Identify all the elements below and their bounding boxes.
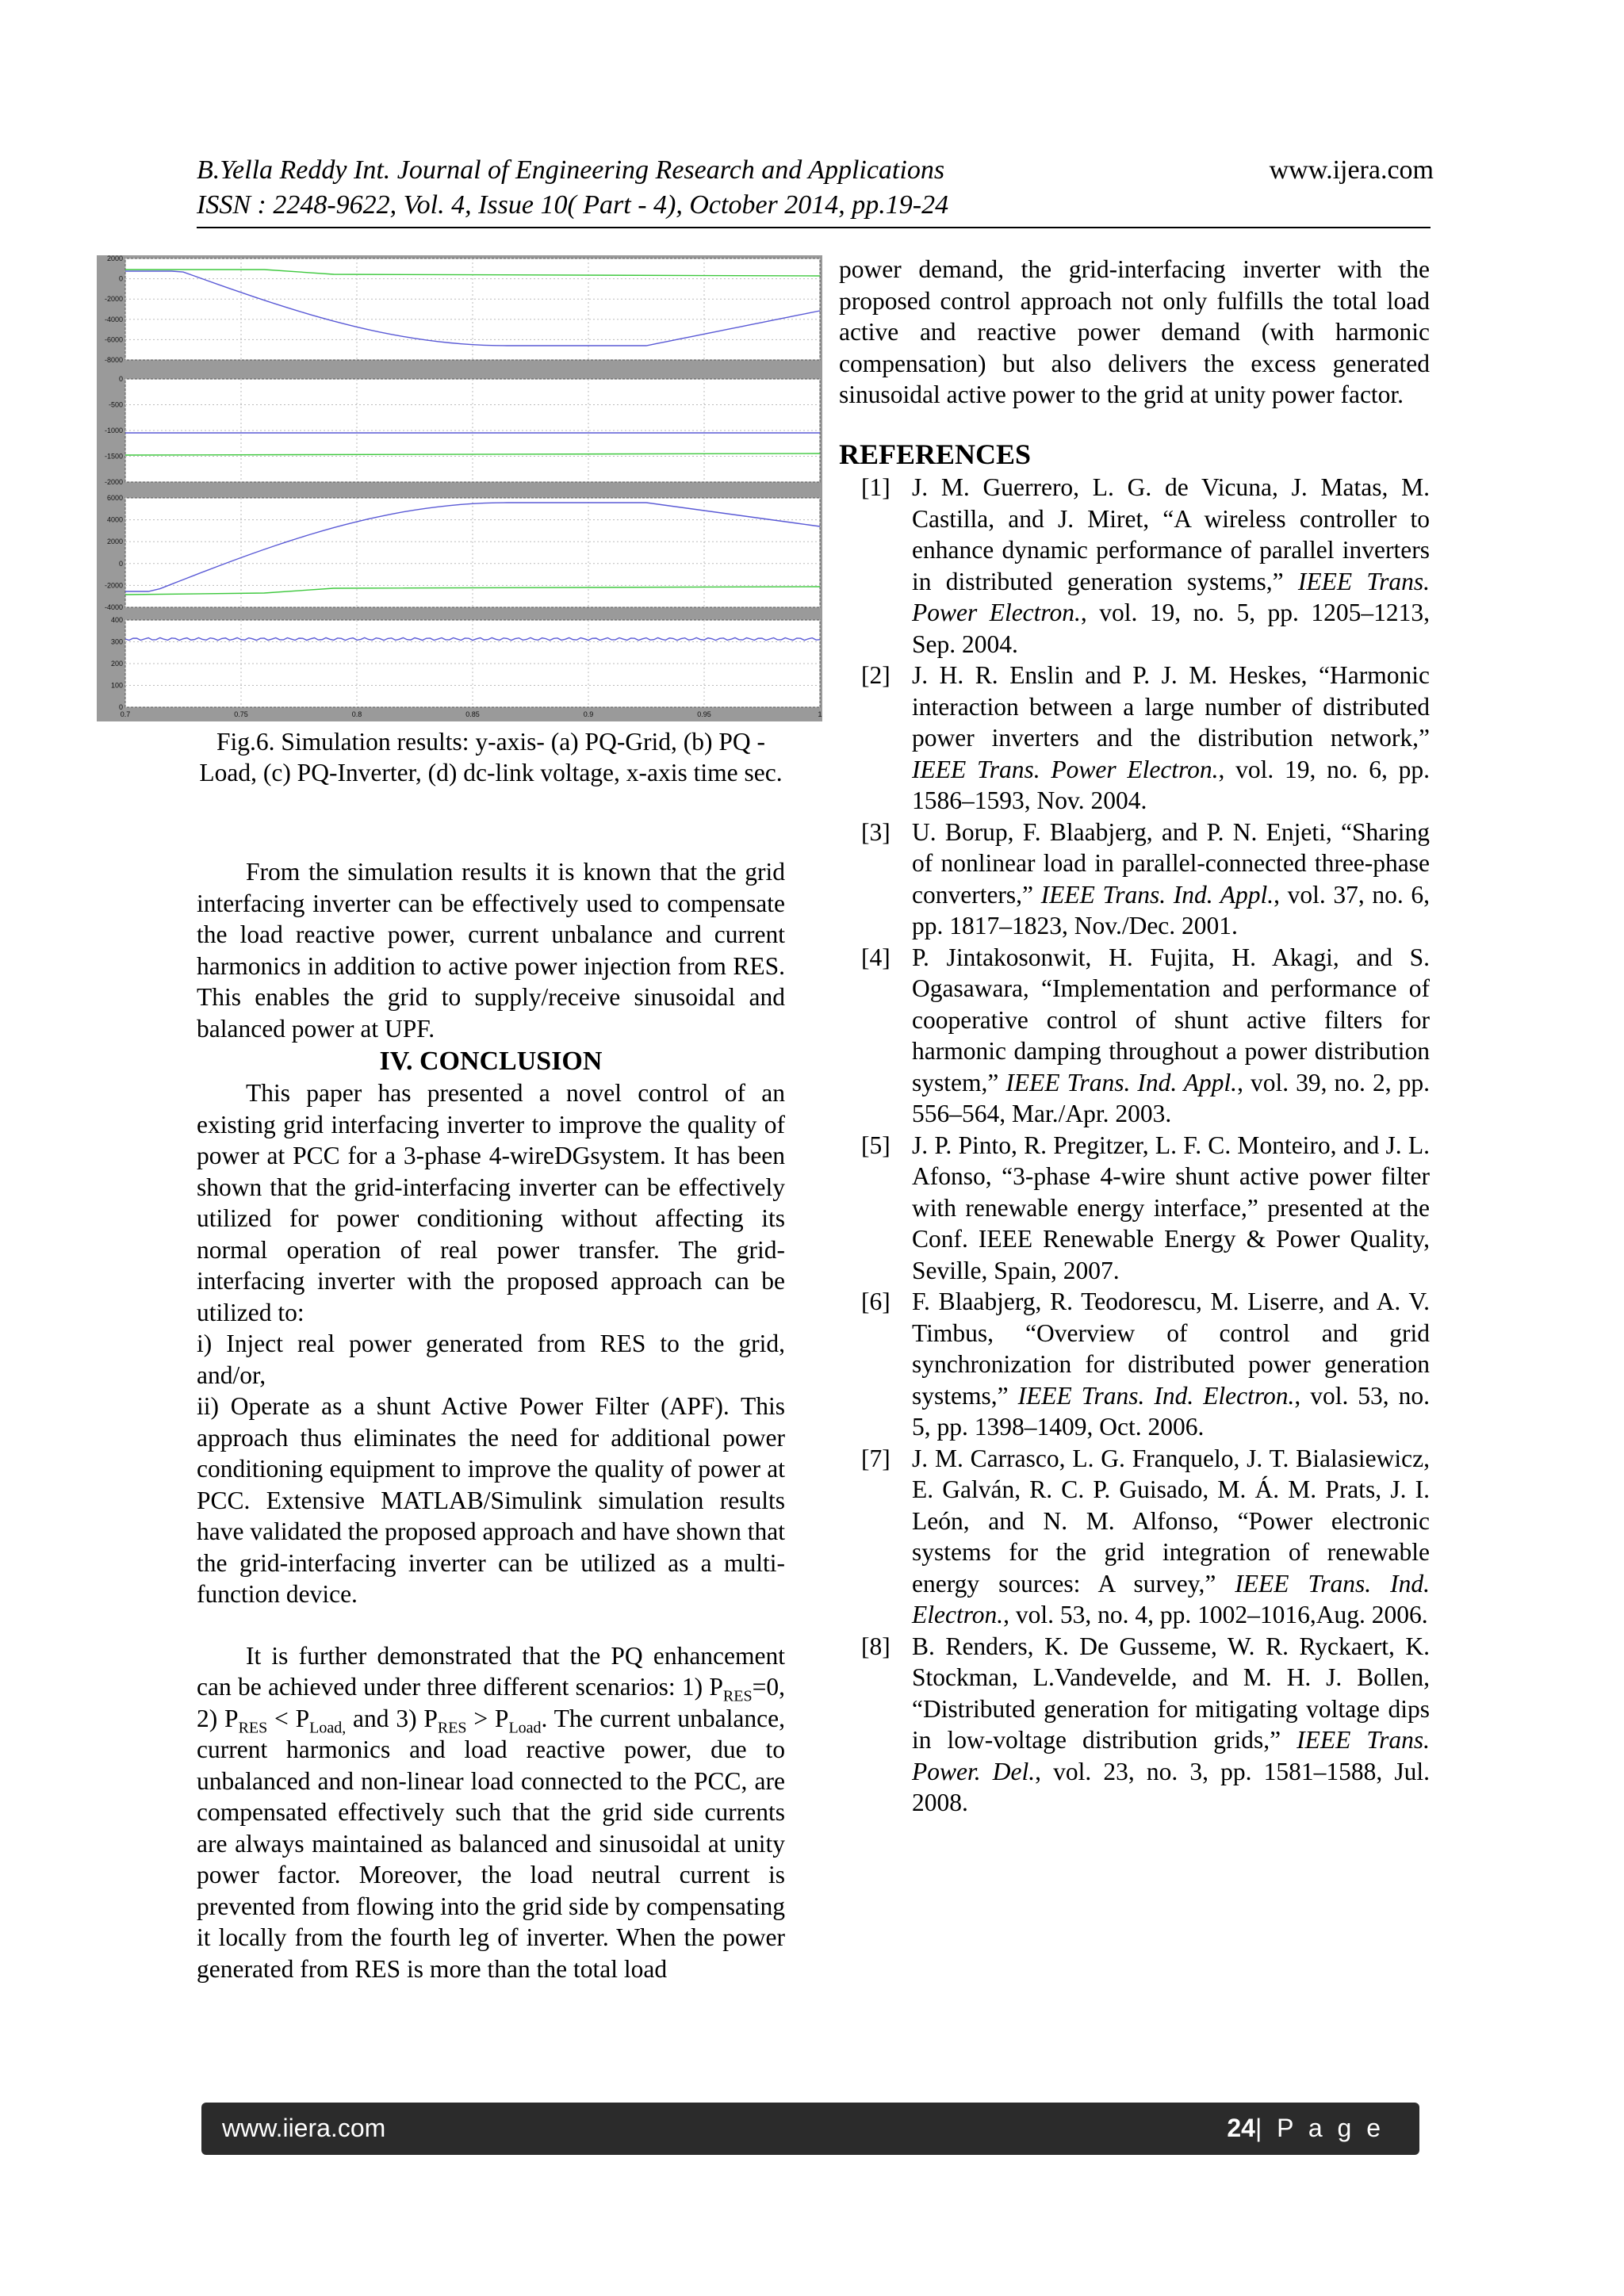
y-tick-label: 0 xyxy=(118,559,123,568)
results-paragraph: From the simulation results it is known that the grid interfacing inverter can be effectively used to compensate the load reactive power, current unbalance and current harmonics in addition to active power injection from RES. This enables the grid to supply/receive sinusoidal and balanced power at UPF. xyxy=(197,858,785,1043)
y-tick-label: 6000 xyxy=(106,494,123,502)
y-tick-label: -2000 xyxy=(104,581,123,590)
figure-caption: Fig.6. Simulation results: y-axis- (a) PQ-Grid, (b) PQ -Load, (c) PQ-Inverter, (d) dc-link voltage, x-axis time sec. xyxy=(199,728,783,786)
reference-item: [2] J. H. R. Enslin and P. J. M. Heskes, “Harmonic interaction between a large number of distributed power inverters and the distribution network,” IEEE Trans. Power Electron., vol. 19, no. 6, pp. 1586–1593, Nov. 2004. xyxy=(861,661,1430,814)
reference-item: [5] J. P. Pinto, R. Pregitzer, L. F. C. Monteiro, and J. L. Afonso, “3-phase 4-wire shunt active power filter with renewable energy interface,” presented at the Conf. IEEE Renewable Energy & Power Quality, Seville, Spain, 2007. xyxy=(861,1131,1430,1284)
conclusion-paragraph: This paper has presented a novel control of an existing grid interfacing inverter to improve the quality of power at PCC for a 3-phase 4-wireDGsystem. It has been shown that the grid-interfacing inverter can be effectively utilized for power conditioning without affecting its normal operation of real power transfer. The grid-interfacing inverter with the proposed approach can be utilized to: xyxy=(197,1079,785,1326)
continued-paragraph: power demand, the grid-interfacing inverter with the proposed control approach not only fulfills the total load active and reactive power demand (with harmonic compensation) but also delivers the excess generated sinusoidal active power to the grid at unity power factor. xyxy=(839,255,1430,408)
reference-item: [6] F. Blaabjerg, R. Teodorescu, M. Liserre, and A. V. Timbus, “Overview of control and grid synchronization for distributed power generation systems,” IEEE Trans. Ind. Electron., vol. 53, no. 5, pp. 1398–1409, Oct. 2006. xyxy=(861,1288,1430,1441)
y-tick-label: -1500 xyxy=(104,452,123,461)
reference-item: [4] P. Jintakosonwit, H. Fujita, H. Akagi, and S. Ogasawara, “Implementation and performance of cooperative control of shunt active filters for harmonic damping throughout a power distribution system,” IEEE Trans. Ind. Appl., vol. 39, no. 2, pp. 556–564, Mar./Apr. 2003. xyxy=(861,943,1430,1127)
journal-website[interactable]: www.ijera.com xyxy=(1269,155,1434,185)
y-tick-label: -4000 xyxy=(104,603,123,611)
right-column xyxy=(839,254,1430,1819)
x-tick-label: 0.8 xyxy=(351,710,362,718)
reference-item: [3] U. Borup, F. Blaabjerg, and P. N. Enjeti, “Sharing of nonlinear load in parallel-connected three-phase converters,” IEEE Trans. Ind. Appl., vol. 37, no. 6, pp. 1817–1823, Nov./Dec. 2001. xyxy=(861,817,1430,939)
scenarios-paragraph: It is further demonstrated that the PQ enhancement can be achieved under three different scenarios: 1) $P_{RES}=0$, 2) $P_{RES} < P_{Load,}$ and 3) $P_{RES} > P_{Load}$. The current unbalance, current harmonics and load reactive power, due to unbalanced and non-linear load connected to the PCC, are compensated effectively such that the grid side currents are always maintained as balanced and sinusoidal at unity power factor. Moreover, the load neutral current is prevented from flowing into the grid side by compensating it locally from the fourth leg of inverter. When the power generated from RES is more than the total load xyxy=(197,1641,785,1983)
x-tick-label: 0.9 xyxy=(583,710,594,718)
left-column xyxy=(197,856,785,1984)
y-tick-label: -8000 xyxy=(104,356,123,364)
y-tick-label: 0 xyxy=(118,375,123,383)
conclusion-item-1: i) Inject real power generated from RES to the grid, and/or, xyxy=(197,1330,785,1389)
y-tick-label: 200 xyxy=(110,660,123,668)
reference-list xyxy=(839,472,1430,1819)
y-tick-label: 2000 xyxy=(106,538,123,546)
x-tick-label: 0.75 xyxy=(234,710,248,718)
y-tick-label: 2000 xyxy=(106,255,123,262)
y-tick-label: -2000 xyxy=(104,295,123,304)
y-tick-label: -6000 xyxy=(104,335,123,344)
x-tick-label: 0.95 xyxy=(697,710,711,718)
page-number: 24| P a g e xyxy=(1227,2114,1385,2142)
y-tick-label: -2000 xyxy=(104,478,123,486)
reference-item: [1] J. M. Guerrero, L. G. de Vicuna, J. Matas, M. Castilla, and J. Miret, “A wireless controller to enhance dynamic performance of parallel inverters in distributed generation systems,” IEEE Trans. Power Electron., vol. 19, no. 5, pp. 1205–1213, Sep. 2004. xyxy=(861,473,1431,658)
x-tick-label: 0.7 xyxy=(120,710,131,718)
reference-item: [8] B. Renders, K. De Gusseme, W. R. Ryckaert, K. Stockman, L.Vandevelde, and M. H. J. Bollen, “Distributed generation for mitigating voltage dips in low-voltage distribution grids,” IEEE Trans. Power. Del., vol. 23, no. 3, pp. 1581–1588, Jul. 2008. xyxy=(861,1632,1431,1816)
reference-item: [7] J. M. Carrasco, L. G. Franquelo, J. T. Bialasiewicz, E. Galván, R. C. P. Guisado, M. Á. M. Prats, J. I. León, and N. M. Alfonso, “Power electronic systems for the grid integration of renewable energy sources: A survey,” IEEE Trans. Ind. Electron., vol. 53, no. 4, pp. 1002–1016,Aug. 2006. xyxy=(861,1444,1430,1628)
y-tick-label: -500 xyxy=(108,400,123,409)
x-tick-label: 0.85 xyxy=(465,710,480,718)
section-title-references: REFERENCES xyxy=(839,438,1032,470)
conclusion-item-2: ii) Operate as a shunt Active Power Filter (APF). This approach thus eliminates the need for additional power conditioning equipment to improve the quality of power at PCC. Extensive MATLAB/Simulink simulation results have validated the proposed approach and have shown that the grid-interfacing inverter can be utilized as a multi-function device. xyxy=(197,1392,785,1608)
journal-title: B.Yella Reddy Int. Journal of Engineering Research and Applications xyxy=(197,155,945,185)
simulation-figure xyxy=(97,255,822,721)
running-header-issue: ISSN : 2248-9622, Vol. 4, Issue 10( Part - 4), October 2014, pp.19-24 xyxy=(197,190,949,220)
header-divider xyxy=(197,227,1431,228)
y-tick-label: 300 xyxy=(110,637,123,646)
y-tick-label: -1000 xyxy=(104,427,123,434)
y-tick-label: 4000 xyxy=(106,515,123,524)
y-tick-label: -4000 xyxy=(104,315,123,323)
simulation-plots xyxy=(97,255,822,721)
x-tick-label: 1 xyxy=(818,710,822,718)
y-tick-label: 100 xyxy=(110,681,123,690)
running-header-journal xyxy=(197,155,1434,186)
footer-website[interactable]: www.iiera.com xyxy=(222,2114,386,2142)
page-footer xyxy=(201,2103,1419,2155)
y-tick-label: 0 xyxy=(118,703,123,711)
section-title-conclusion: IV. CONCLUSION xyxy=(379,1047,603,1076)
y-tick-label: 400 xyxy=(110,616,123,624)
y-tick-label: 0 xyxy=(118,274,123,283)
